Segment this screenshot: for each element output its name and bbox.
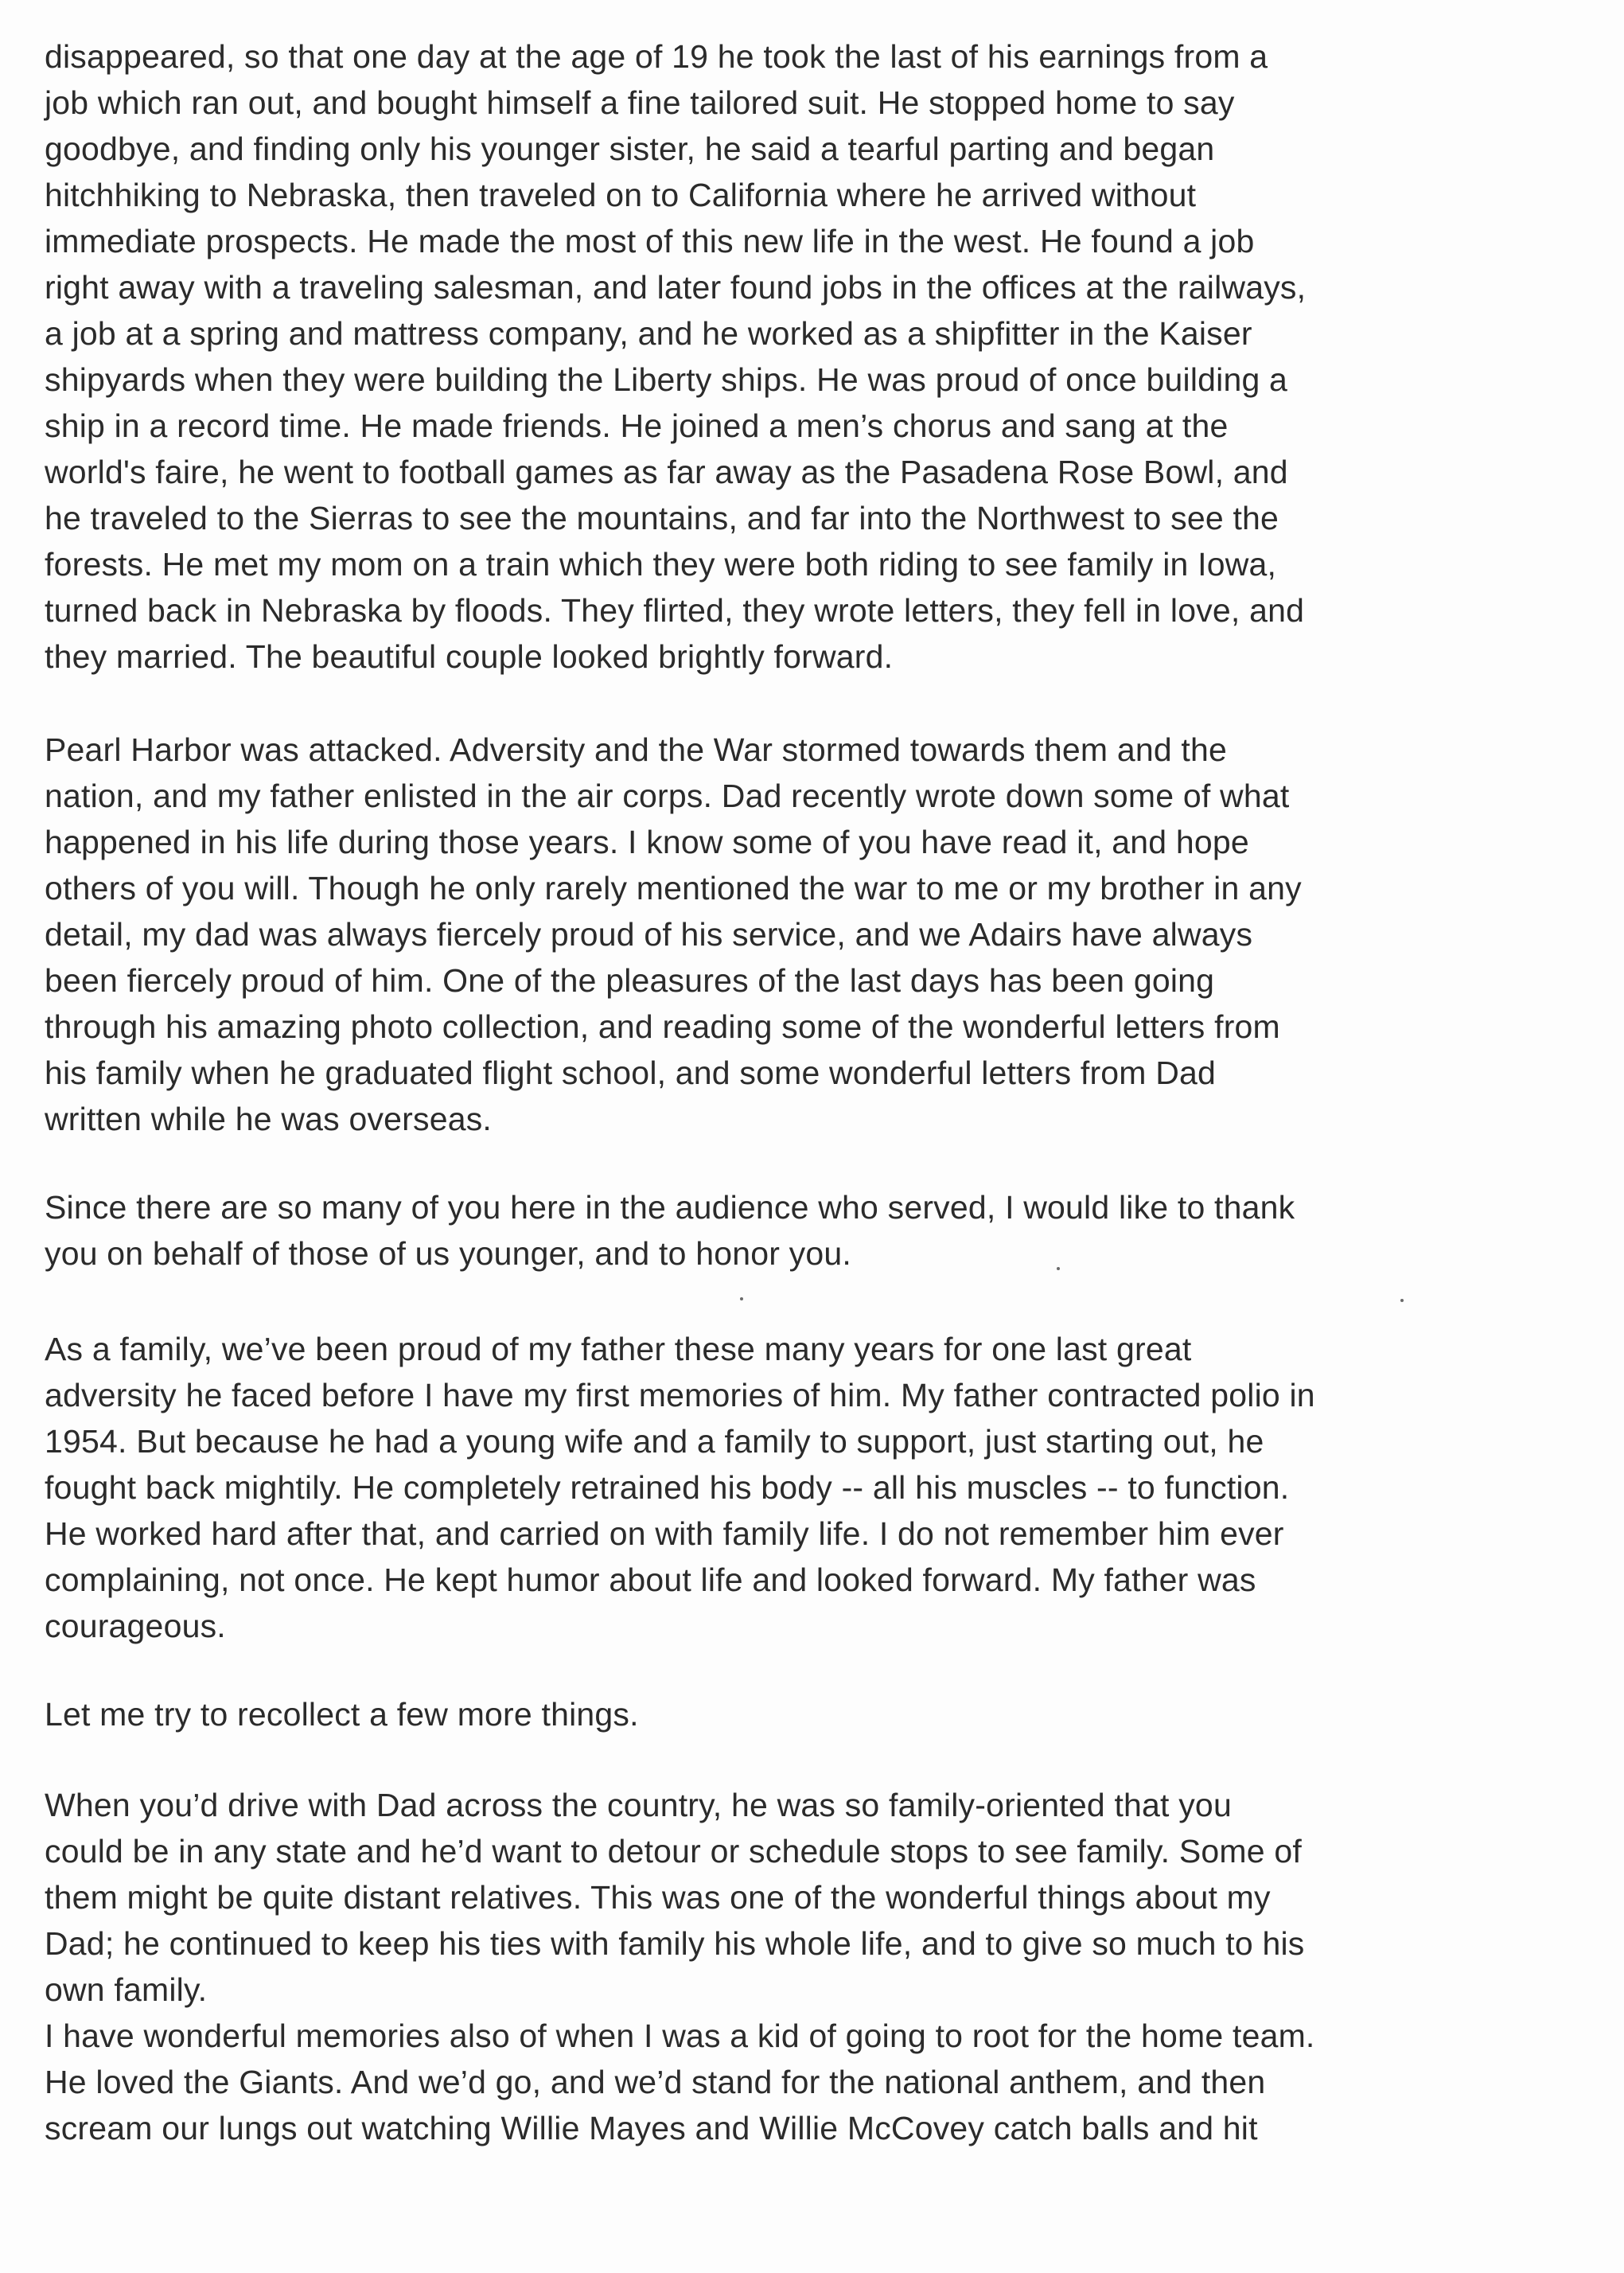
scan-speck	[740, 1297, 743, 1300]
paragraph-3	[45, 1184, 1572, 1277]
text-line: 1954. But because he had a young wife and a family to support, just starting out, he	[45, 1423, 1264, 1460]
text-line: his family when he graduated flight school, and some wonderful letters from Dad	[45, 1055, 1217, 1091]
text-line: shipyards when they were building the Liberty ships. He was proud of once building a	[45, 361, 1288, 398]
paragraph-4	[45, 1326, 1572, 1649]
text-line: them might be quite distant relatives. This was one of the wonderful things about my	[45, 1879, 1271, 1916]
text-line: I have wonderful memories also of when I was a kid of going to root for the home team.	[45, 2018, 1315, 2054]
text-line: job which ran out, and bought himself a fine tailored suit. He stopped home to say	[45, 84, 1235, 121]
text-line: been fiercely proud of him. One of the pleasures of the last days has been going	[45, 962, 1215, 999]
scan-speck	[1057, 1267, 1060, 1270]
text-line: complaining, not once. He kept humor about life and looked forward. My father was	[45, 1561, 1256, 1598]
text-line: hitchhiking to Nebraska, then traveled on to California where he arrived without	[45, 177, 1197, 213]
text-line: written while he was overseas.	[45, 1101, 493, 1137]
text-line: he traveled to the Sierras to see the mountains, and far into the Northwest to see the	[45, 500, 1279, 536]
text-line: fought back mightily. He completely retrained his body -- all his muscles -- to function.	[45, 1469, 1290, 1506]
text-line: immediate prospects. He made the most of this new life in the west. He found a job	[45, 223, 1255, 259]
text-line: When you’d drive with Dad across the country, he was so family-oriented that you	[45, 1787, 1232, 1823]
text-line: ship in a record time. He made friends. He joined a men’s chorus and sang at the	[45, 407, 1229, 444]
text-line: courageous.	[45, 1608, 226, 1644]
text-line: turned back in Nebraska by floods. They flirted, they wrote letters, they fell in love, and	[45, 592, 1305, 629]
text-line: right away with a traveling salesman, and later found jobs in the offices at the railways,	[45, 269, 1307, 306]
text-line: disappeared, so that one day at the age of 19 he took the last of his earnings from a	[45, 38, 1268, 75]
text-line: happened in his life during those years. I know some of you have read it, and hope	[45, 824, 1249, 860]
text-line: scream our lungs out watching Willie Mayes and Willie McCovey catch balls and hit	[45, 2110, 1258, 2146]
text-line: goodbye, and finding only his younger sister, he said a tearful parting and began	[45, 131, 1215, 167]
text-line: Since there are so many of you here in the audience who served, I would like to thank	[45, 1189, 1295, 1226]
paragraph-6	[45, 1782, 1572, 2151]
text-line: Let me try to recollect a few more things.	[45, 1696, 639, 1733]
text-line: Pearl Harbor was attacked. Adversity and the War stormed towards them and the	[45, 731, 1228, 768]
text-line: through his amazing photo collection, and reading some of the wonderful letters from	[45, 1008, 1280, 1045]
text-line: forests. He met my mom on a train which they were both riding to see family in Iowa,	[45, 546, 1277, 583]
text-line: others of you will. Though he only rarely mentioned the war to me or my brother in any	[45, 870, 1302, 906]
text-line: adversity he faced before I have my first memories of him. My father contracted polio in	[45, 1377, 1315, 1413]
text-line: they married. The beautiful couple looked brightly forward.	[45, 638, 894, 675]
text-line: you on behalf of those of us younger, and to honor you.	[45, 1235, 851, 1272]
paragraph-5	[45, 1691, 1572, 1737]
text-line: As a family, we’ve been proud of my father these many years for one last great	[45, 1331, 1192, 1367]
paragraph-1	[45, 33, 1572, 680]
text-line: He worked hard after that, and carried on with family life. I do not remember him ever	[45, 1515, 1284, 1552]
text-line: own family.	[45, 1971, 208, 2008]
text-line: could be in any state and he’d want to detour or schedule stops to see family. Some of	[45, 1833, 1302, 1869]
text-line: detail, my dad was always fiercely proud of his service, and we Adairs have always	[45, 916, 1253, 953]
text-line: Dad; he continued to keep his ties with family his whole life, and to give so much to his	[45, 1925, 1305, 1962]
scan-speck	[1400, 1299, 1404, 1302]
text-line: He loved the Giants. And we’d go, and we’d stand for the national anthem, and then	[45, 2064, 1266, 2100]
paragraph-2	[45, 727, 1572, 1142]
text-line: world's faire, he went to football games as far away as the Pasadena Rose Bowl, and	[45, 454, 1288, 490]
text-line: a job at a spring and mattress company, and he worked as a shipfitter in the Kaiser	[45, 315, 1252, 352]
text-line: nation, and my father enlisted in the air corps. Dad recently wrote down some of what	[45, 778, 1290, 814]
